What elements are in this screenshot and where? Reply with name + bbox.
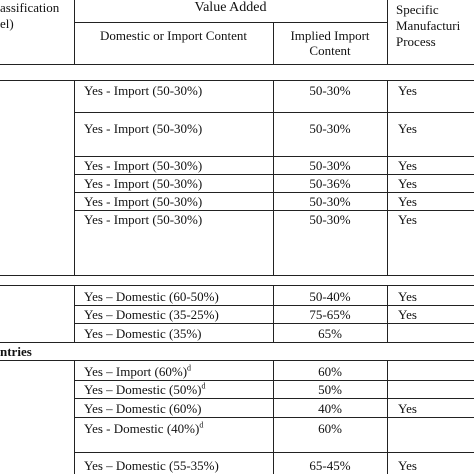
rule-section xyxy=(0,360,474,361)
row-14-implied: 65-45% xyxy=(309,458,351,473)
row-2-content: Yes - Import (50-30%) xyxy=(84,121,203,136)
rule-under-value-added xyxy=(74,22,387,23)
rule-row6 xyxy=(0,275,474,276)
row-7-specific: Yes xyxy=(398,289,417,304)
row-11-content: Yes – Domestic $(50\%)^d$ xyxy=(84,381,206,397)
header-specific-line1: Specific xyxy=(396,2,439,17)
rule-row9 xyxy=(0,342,474,343)
row-6-content: Yes - Import (50-30%) xyxy=(84,212,203,227)
rule-row8 xyxy=(74,323,474,324)
row-1-implied: 50-30% xyxy=(309,83,351,98)
rule-gap xyxy=(0,285,474,286)
row-7-content: Yes – Domestic (60-50%) xyxy=(84,289,219,304)
row-1-specific: Yes xyxy=(398,83,417,98)
row-8-content: Yes – Domestic (35-25%) xyxy=(84,307,219,322)
header-classification-line2: el) xyxy=(0,16,14,31)
rule-row7 xyxy=(74,305,474,306)
row-14-specific: Yes xyxy=(398,458,417,473)
rule-row12 xyxy=(74,417,474,418)
row-11-implied: 50% xyxy=(318,382,342,397)
row-12-specific: Yes xyxy=(398,401,417,416)
col-rule-3 xyxy=(387,0,388,64)
row-3-implied: 50-30% xyxy=(309,158,351,173)
row-7-implied: 50-40% xyxy=(309,289,351,304)
row-12-implied: 40% xyxy=(318,401,342,416)
row-2-implied: 50-30% xyxy=(309,121,351,136)
row-10-footnote: d xyxy=(187,363,192,373)
header-specific-line3: Process xyxy=(396,34,436,49)
rule-spacer-bottom xyxy=(0,80,474,81)
row-6-implied: 50-30% xyxy=(309,212,351,227)
row-2-specific: Yes xyxy=(398,121,417,136)
rule-header-bottom xyxy=(0,64,474,65)
rule-row10 xyxy=(74,380,474,381)
row-3-content: Yes - Import (50-30%) xyxy=(84,158,203,173)
row-4-specific: Yes xyxy=(398,176,417,191)
row-9-content: Yes – Domestic (35%) xyxy=(84,326,202,341)
row-6-specific: Yes xyxy=(398,212,417,227)
row-10-content: Yes – Import $(60\%)^d$ xyxy=(84,363,192,379)
row-4-content: Yes - Import (50-30%) xyxy=(84,176,203,191)
row-13-footnote: d xyxy=(199,420,204,430)
header-value-added: Value Added xyxy=(194,0,267,15)
col-rule-3c xyxy=(387,285,388,342)
row-13-implied: 60% xyxy=(318,421,342,436)
section-label: ntries xyxy=(0,344,32,359)
header-classification-line1: assification xyxy=(0,0,60,15)
row-14-content: Yes – Domestic (55-35%) xyxy=(84,458,219,473)
rule-row2 xyxy=(74,156,474,157)
header-implied-line1: Implied Import xyxy=(290,28,370,43)
header-specific-line2: Manufacturi xyxy=(396,18,461,33)
row-5-content: Yes - Import (50-30%) xyxy=(84,194,203,209)
rule-row3 xyxy=(74,174,474,175)
row-9-implied: 65% xyxy=(318,326,342,341)
col-rule-1c xyxy=(74,285,75,342)
rule-row13 xyxy=(74,452,474,453)
row-5-specific: Yes xyxy=(398,194,417,209)
rule-row4 xyxy=(74,192,474,193)
row-4-implied: 50-36% xyxy=(309,176,351,191)
header-implied-line2: Content xyxy=(309,43,351,58)
row-8-specific: Yes xyxy=(398,307,417,322)
row-10-implied: 60% xyxy=(318,364,342,379)
row-5-implied: 50-30% xyxy=(309,194,351,209)
row-11-footnote: d xyxy=(201,381,206,391)
rule-row5 xyxy=(74,210,474,211)
header-domestic-import: Domestic or Import Content xyxy=(100,28,247,43)
row-8-implied: 75-65% xyxy=(309,307,351,322)
col-rule-1b xyxy=(74,80,75,275)
rule-row1 xyxy=(74,112,474,113)
row-13-content: Yes - Domestic $(40\%)^d$ xyxy=(84,420,204,436)
col-rule-3b xyxy=(387,80,388,275)
row-3-specific: Yes xyxy=(398,158,417,173)
row-12-content: Yes – Domestic (60%) xyxy=(84,401,202,416)
rule-row11 xyxy=(74,398,474,399)
row-1-content: Yes - Import (50-30%) xyxy=(84,83,203,98)
